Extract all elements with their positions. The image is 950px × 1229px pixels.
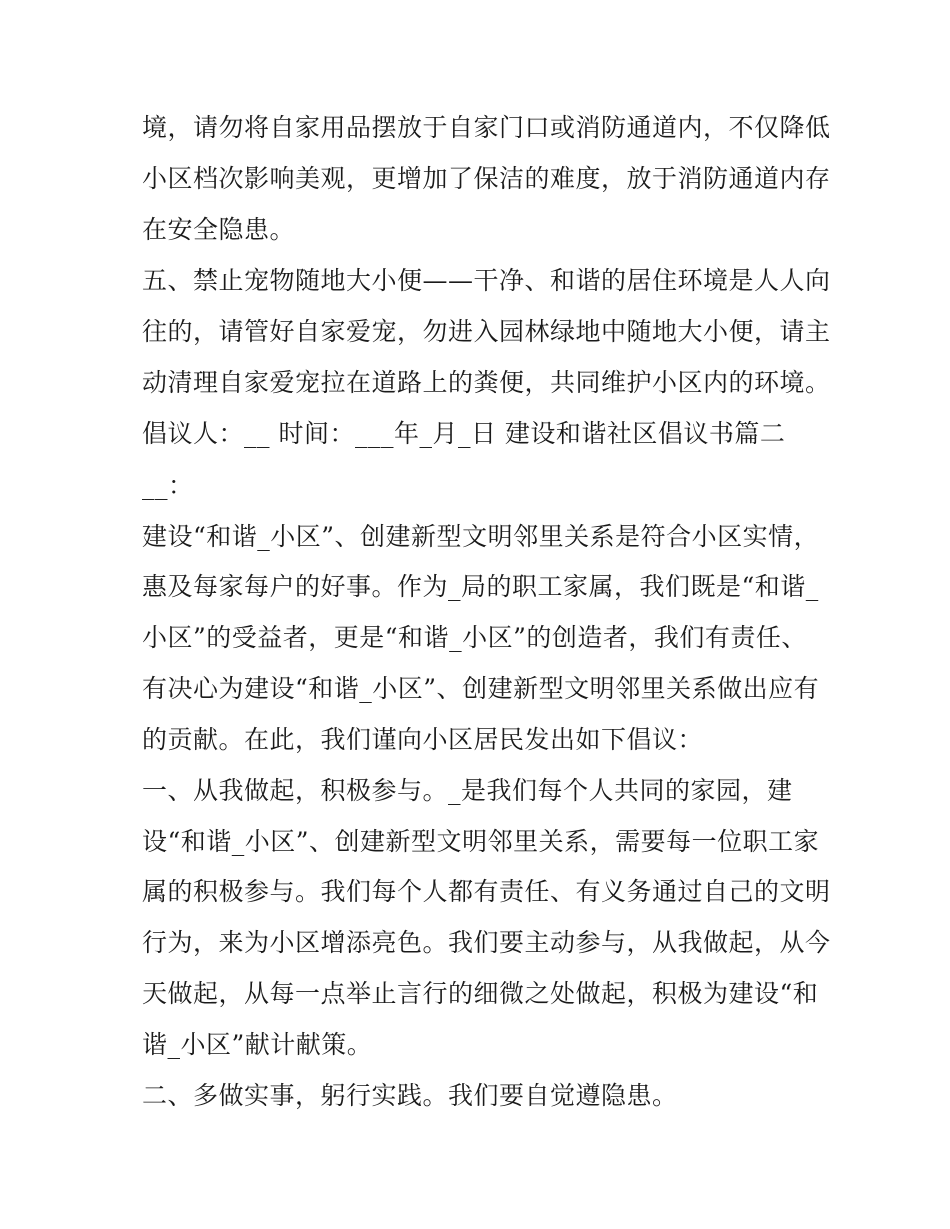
text-line: 在安全隐患。 (142, 215, 296, 244)
text-line: 倡议人：__ 时间：___年_月_日 建设和谐社区倡议书篇二 (142, 419, 786, 448)
text-line: 惠及每家每户的好事。作为_局的职工家属，我们既是“和谐_ (142, 572, 819, 601)
text-line: 属的积极参与。我们每个人都有责任、有义务通过自己的文明 (142, 877, 831, 906)
text-line: 行为，来为小区增添亮色。我们要主动参与，从我做起，从今 (142, 928, 831, 957)
text-line: 小区档次影响美观，更增加了保洁的难度，放于消防通道内存 (142, 164, 831, 193)
text-line: 五、禁止宠物随地大小便——干净、和谐的居住环境是人人向 (142, 266, 831, 295)
text-line: 往的，请管好自家爱宠，勿进入园林绿地中随地大小便，请主 (142, 317, 831, 346)
text-line: 一、从我做起，积极参与。_是我们每个人共同的家园，建 (142, 776, 793, 805)
text-line: 的贡献。在此，我们谨向小区居民发出如下倡议： (142, 725, 704, 754)
text-line: 谐_小区”献计献策。 (142, 1030, 373, 1059)
text-line: 天做起，从每一点举止言行的细微之处做起，积极为建设“和 (142, 979, 819, 1008)
text-line: 建设“和谐_小区”、创建新型文明邻里关系是符合小区实情， (142, 522, 820, 551)
text-line: 小区”的受益者，更是“和谐_小区”的创造者，我们有责任、 (142, 623, 807, 652)
text-line: 有决心为建设“和谐_小区”、创建新型文明邻里关系做出应有 (142, 674, 820, 703)
text-line: 二、多做实事，躬行实践。我们要自觉遵隐患。 (142, 1081, 678, 1110)
text-line: 设“和谐_小区”、创建新型文明邻里关系，需要每一位职工家 (142, 827, 820, 856)
text-line: __： (142, 471, 194, 500)
text-line: 境，请勿将自家用品摆放于自家门口或消防通道内，不仅降低 (142, 113, 831, 142)
text-line: 动清理自家爱宠拉在道路上的粪便，共同维护小区内的环境。 (142, 368, 831, 397)
